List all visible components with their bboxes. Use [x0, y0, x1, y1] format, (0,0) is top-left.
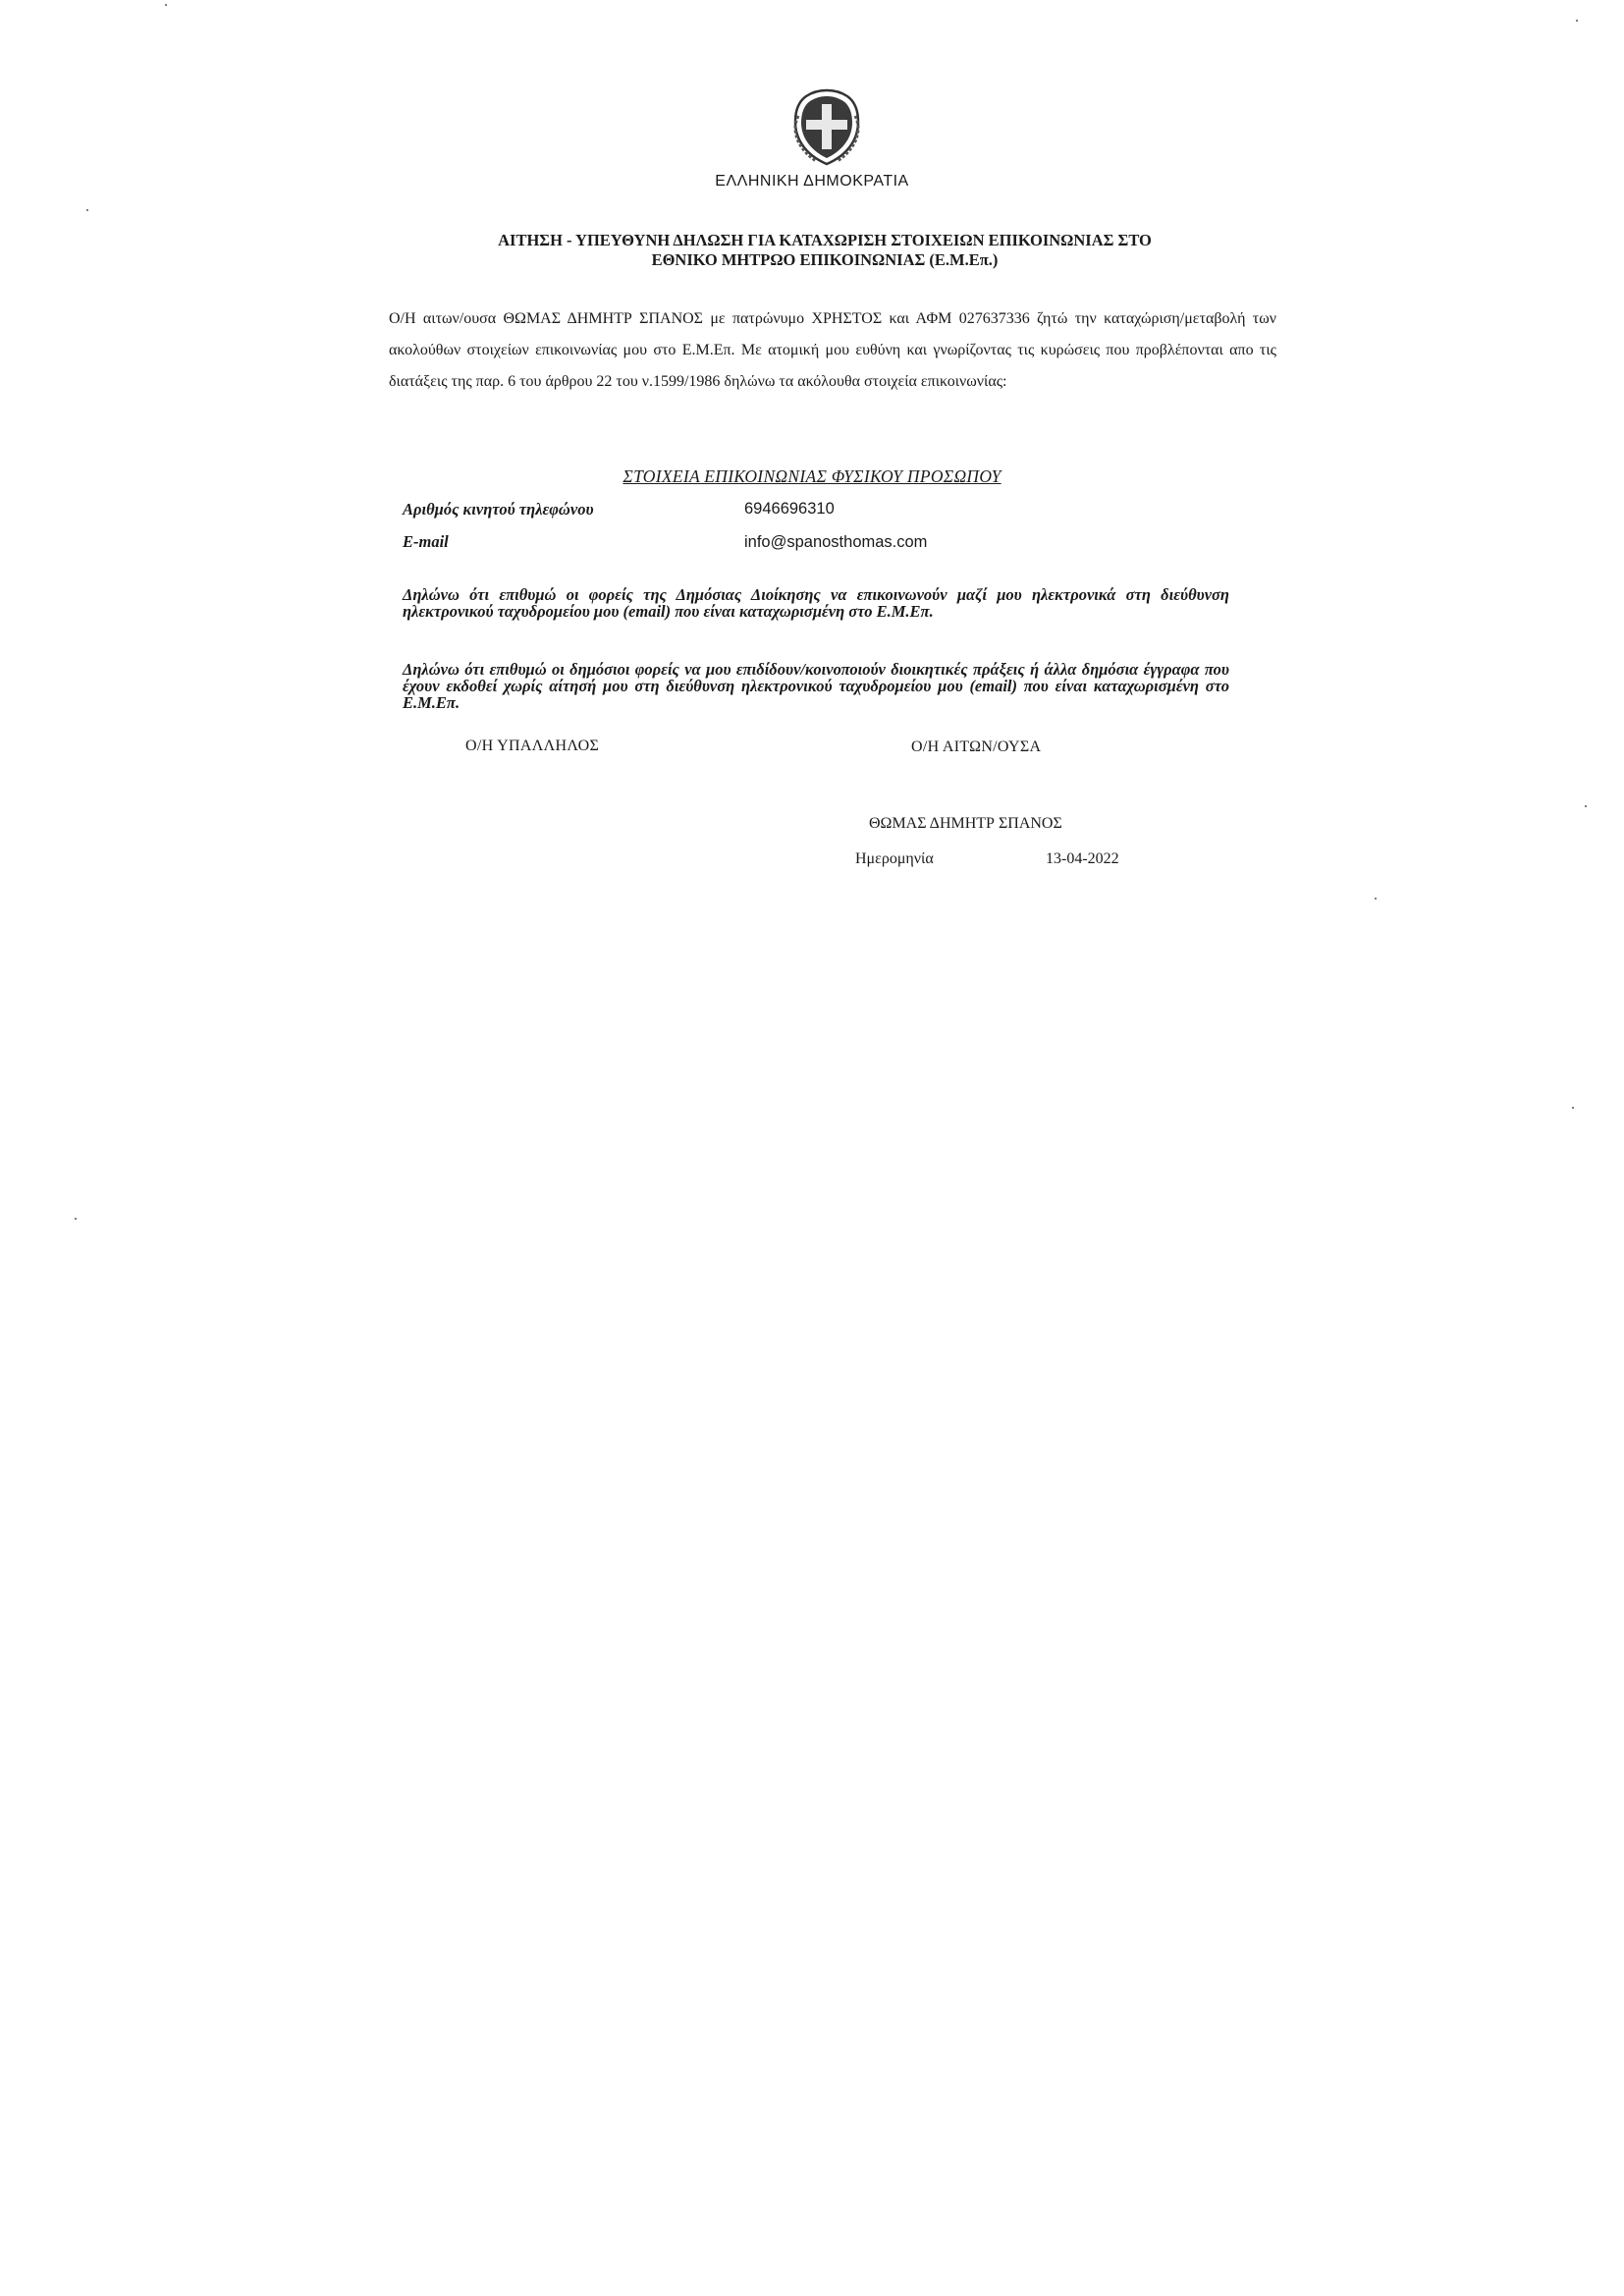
scan-speck: [1375, 898, 1377, 900]
document-title: [432, 231, 1218, 270]
phone-label: Αριθμός κινητού τηλεφώνου: [403, 500, 594, 519]
scan-speck: [1585, 805, 1587, 807]
scan-speck: [1576, 20, 1578, 22]
declaration-electronic-communication: Δηλώνω ότι επιθυμώ οι φορείς της Δημόσιας Διοίκησης να επικοινωνούν μαζί μου ηλεκτρονικά στη διεύθυνση ηλεκτρονικού ταχυδρομείου μου (email) που είναι καταχωρισμένη στο Ε.Μ.Επ.: [403, 585, 1229, 621]
greek-coat-of-arms-emblem: [788, 86, 865, 167]
date-value: 13-04-2022: [1046, 850, 1119, 867]
scan-speck: [86, 209, 88, 211]
scan-speck: [1572, 1107, 1574, 1109]
employee-signature-label: Ο/Η ΥΠΑΛΛΗΛΟΣ: [465, 738, 600, 754]
email-label: E-mail: [403, 532, 449, 551]
republic-heading: ΕΛΛΗΝΙΚΗ ΔΗΜΟΚΡΑΤΙΑ: [715, 173, 909, 190]
phone-value: 6946696310: [744, 500, 835, 518]
date-label: Ημερομηνία: [855, 850, 934, 867]
scan-speck: [165, 4, 167, 6]
title-line-1: ΑΙΤΗΣΗ - ΥΠΕΥΘΥΝΗ ΔΗΛΩΣΗ ΓΙΑ ΚΑΤΑΧΩΡΙΣΗ ΣΤΟΙΧΕΙΩΝ ΕΠΙΚΟΙΝΩΝΙΑΣ ΣΤΟ: [498, 231, 1152, 249]
declaration-electronic-service: Δηλώνω ότι επιθυμώ οι δημόσιοι φορείς να μου επιδίδουν/κοινοποιούν διοικητικές πράξεις ή άλλα δημόσια έγγραφα που έχουν εκδοθεί χωρίς αίτησή μου στη διεύθυνση ηλεκτρονικού ταχυδρομείου μου (email) που είναι καταχωρισμένη στο Ε.Μ.Επ.: [403, 660, 1229, 712]
contact-section-title: ΣΤΟΙΧΕΙΑ ΕΠΙΚΟΙΝΩΝΙΑΣ ΦΥΣΙΚΟΥ ΠΡΟΣΩΠΟΥ: [623, 466, 1001, 486]
applicant-signature-label: Ο/Η ΑΙΤΩΝ/ΟΥΣΑ: [911, 738, 1042, 755]
intro-paragraph: Ο/Η αιτων/ουσα ΘΩΜΑΣ ΔΗΜΗΤΡ ΣΠΑΝΟΣ με πατρώνυμο ΧΡΗΣΤΟΣ και ΑΦΜ 027637336 ζητώ την καταχώριση/μεταβολή των ακολούθων στοιχείων επικοινωνίας μου στο Ε.Μ.Επ. Με ατομική μου ευθύνη και γνωρίζοντας τις κυρώσεις που προβλέπονται απο τις διατάξεις της παρ. 6 του άρθρου 22 του ν.1599/1986 δηλώνω τα ακόλουθα στοιχεία επικοινωνίας:: [389, 310, 1276, 390]
title-line-2: ΕΘΝΙΚΟ ΜΗΤΡΩΟ ΕΠΙΚΟΙΝΩΝΙΑΣ (Ε.Μ.Επ.): [651, 250, 999, 269]
scan-speck: [75, 1218, 77, 1220]
applicant-name: ΘΩΜΑΣ ΔΗΜΗΤΡ ΣΠΑΝΟΣ: [869, 815, 1062, 832]
email-value: info@spanosthomas.com: [744, 533, 928, 551]
